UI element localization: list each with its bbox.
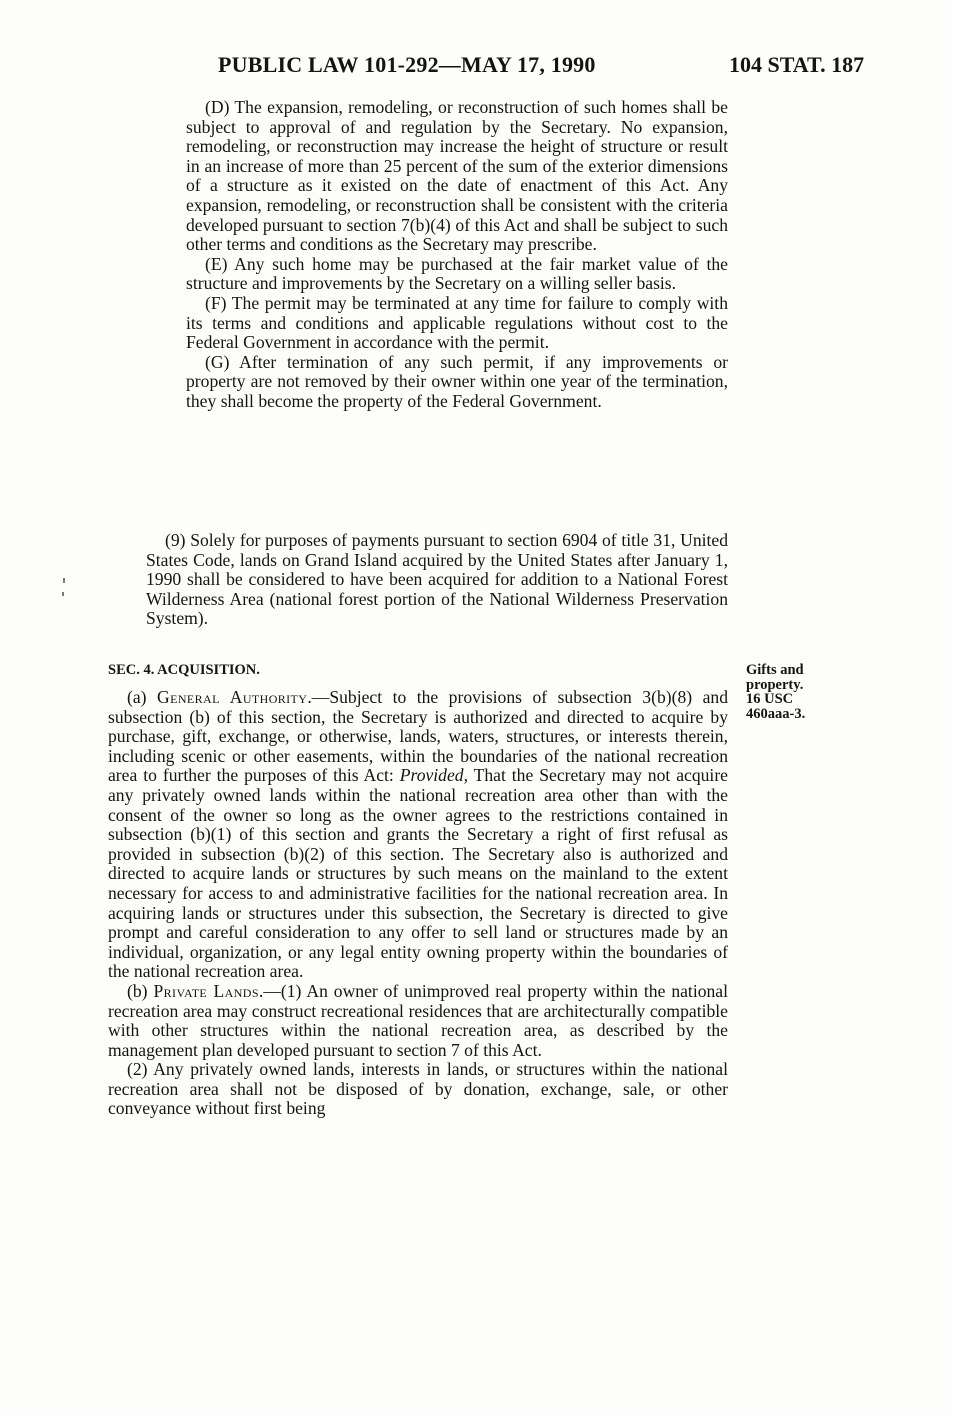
subparagraph-d: (D) The expansion, remodeling, or reconstruction of such homes shall be subject to approval of and regulation by the Secretary. No expansion, remodeling, or reconstruction may increase the height of structure or result in an increase of more than 25 percent of the sum of the exterior dimensions of a structure as it existed on the date of enactment of this Act. Any expansion, remodeling, or reconstruction shall be consistent with the criteria developed pursuant to section 7(b)(4) of this Act and shall be subject to such other terms and conditions as the Secretary may prescribe. — [186, 97, 728, 255]
paragraph-9-block — [146, 531, 728, 629]
running-header-law-date: PUBLIC LAW 101-292—MAY 17, 1990 — [218, 52, 596, 77]
subsection-b-paragraph-2: (2) Any privately owned lands, interests in lands, or structures within the national recreation area shall not be disposed of by donation, exchange, sale, or other conveyance without first being — [108, 1059, 728, 1119]
subparagraph-f: (F) The permit may be terminated at any time for failure to comply with its terms and conditions and applicable regulations without cost to the Federal Government in accordance with the permit. — [186, 292, 728, 353]
margin-note-line: Gifts and — [746, 662, 804, 678]
provided-keyword: Provided, — [399, 765, 468, 786]
subparagraph-e: (E) Any such home may be purchased at the fair market value of the structure and improvements by the Secretary on a willing seller basis. — [186, 253, 728, 294]
subsection-a-text: .—Subject to the provisions of subsection 3(b)(8) and subsection (b) of this section, the Secretary is authorized and directed to acquire by purchase, gift, exchange, or otherwise, lands, waters, structures, or interests therein, including scenic or other easements, within the boundaries of the national recreation area to further the purposes of this Act: — [108, 687, 728, 786]
paragraph-9: (9) Solely for purposes of payments pursuant to section 6904 of title 31, United States Code, lands on Grand Island acquired by the United States after January 1, 1990 shall be considered to have been acquired for addition to a National Forest Wilderness Area (national forest portion of the National Wilderness Preservation System). — [146, 530, 728, 629]
section-heading: SEC. 4. ACQUISITION. — [108, 662, 260, 678]
subsection-a-label: (a) — [127, 687, 157, 707]
subsection-a — [108, 688, 728, 982]
subsection-a-heading: General Authority — [157, 687, 308, 707]
subparagraph-g: (G) After termination of any such permit, if any improvements or property are not removed by their owner within one year of the termination, they shall become the property of the Federal Government. — [186, 351, 728, 411]
section-4-body — [108, 688, 728, 1119]
margin-note-line: 460aaa-3. — [746, 705, 806, 722]
subsection-b-label: (b) — [127, 980, 154, 1001]
subsection-b-heading: Private Lands — [153, 980, 259, 1001]
margin-note-line: 16 USC — [746, 691, 794, 707]
subparagraphs-d-to-g — [186, 98, 728, 412]
running-header-stat-page: 104 STAT. 187 — [729, 52, 865, 77]
scan-speck — [62, 592, 64, 596]
margin-note-line: property. — [746, 676, 804, 693]
scan-speck — [63, 578, 65, 583]
subsection-b-text: .—(1) An owner of unimproved real property within the national recreation area may construct recreational residences that are architecturally compatible with other structures within the national recreation area, as described by the management plan developed pursuant to section 7 of this Act. — [108, 980, 729, 1060]
subsection-b — [108, 982, 728, 1060]
margin-note — [746, 663, 846, 721]
subsection-a-text-continued: That the Secretary may not acquire any privately owned lands within the national recreation area other than with the consent of the owner so long as the owner agrees to the restrictions contained in subsection (b)(1) of this section and grants the Secretary a right of first refusal as provided in subsection (b)(2) of this section. The Secretary also is authorized and directed to acquire lands or structures by such means on the mainland to the extent necessary for access to and administrative facilities for the national recreation area. In acquiring lands or structures under this subsection, the Secretary is directed to give prompt and careful consideration to any offer to sell land or structures made by an individual, organization, or any legal entity owning property within the boundaries of the national recreation area. — [108, 765, 728, 982]
